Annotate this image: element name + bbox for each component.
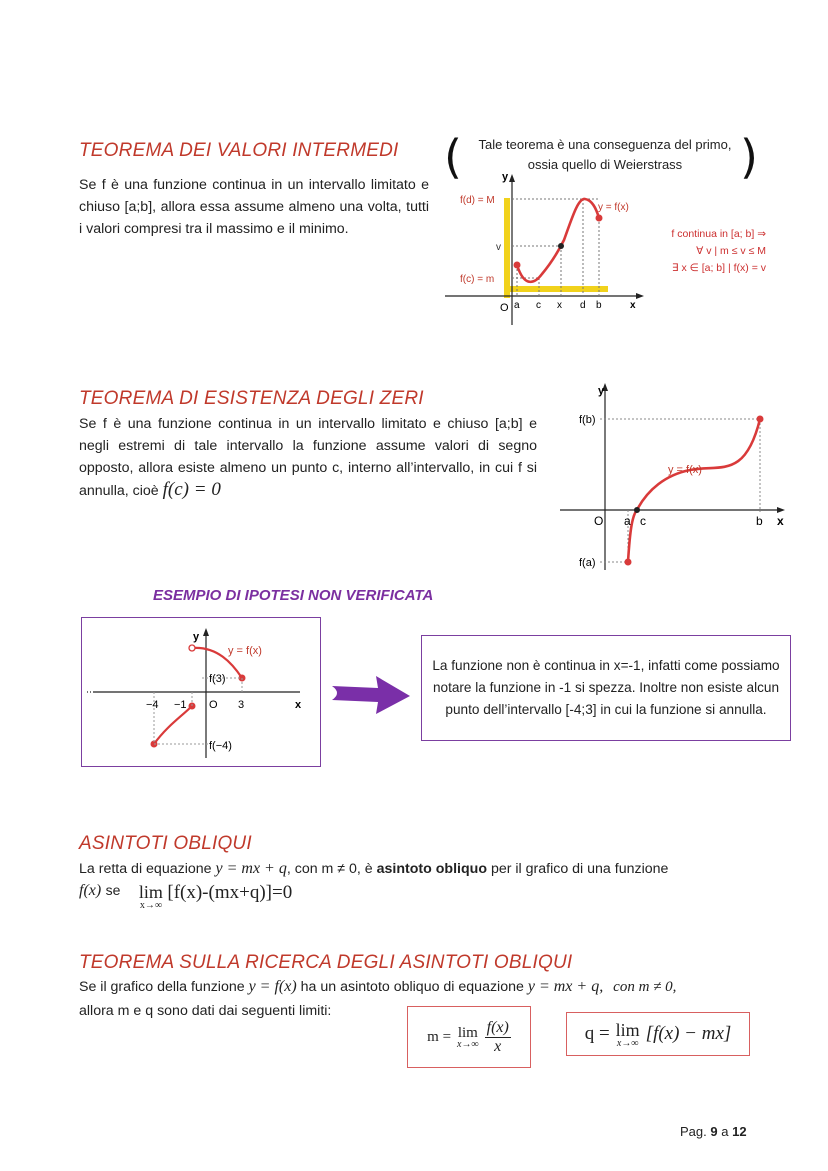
theorem-equation: y = mx + q, (527, 978, 604, 995)
endpoint-b (757, 416, 764, 423)
note-line-1: Tale teorema è una conseguenza del primo, (478, 137, 732, 152)
theorem-pre: Se il grafico della funzione (79, 979, 245, 995)
lim-under: x→∞ (139, 900, 162, 911)
f3-label: f(3) (209, 673, 226, 685)
q-limit (616, 1020, 640, 1049)
definition-pre: La retta di equazione (79, 861, 212, 877)
b-label: b (596, 300, 602, 311)
c-label: c (536, 300, 541, 311)
page-footer (680, 1124, 747, 1139)
intermediate-values-text: Se f è una funzione continua in un intervallo limitato e chiuso [a;b], allora essa assume almeno una volta, tutti i valori compresi tra il massimo e il minimo. (79, 177, 429, 237)
x-label: x (777, 514, 784, 528)
limit-expression: [f(x)-(mx+q)]=0 (167, 882, 293, 903)
page-number: 9 (710, 1124, 718, 1139)
open-point (189, 645, 195, 651)
oblique-definition (79, 858, 759, 880)
definition-condition: , con m ≠ 0, è (286, 861, 373, 877)
m-fraction (485, 1019, 511, 1056)
close-paren: ) (740, 130, 758, 184)
theorem-mid: ha un asintoto obliquo di equazione (300, 979, 524, 995)
q-lim-text: lim (615, 1019, 640, 1040)
y-label: y (193, 631, 200, 643)
d-label: d (580, 300, 586, 311)
x-axis-arrow (777, 507, 785, 513)
page-sep: a (721, 1124, 729, 1139)
example-explanation-box (421, 635, 791, 741)
section-title-zeros: TEOREMA DI ESISTENZA DEGLI ZERI (79, 388, 424, 409)
q-lhs: q = (584, 1023, 610, 1044)
q-formula-box (566, 1012, 750, 1056)
section-title-intermediate-values: TEOREMA DEI VALORI INTERMEDI (79, 140, 399, 161)
fc-label: f(c) = m (460, 274, 495, 285)
note-line-2: ossia quello di Weierstrass (527, 157, 683, 172)
condition-2: ∀ v | m ≤ v ≤ M (696, 245, 766, 257)
v-label: v (496, 242, 501, 253)
zeros-text (79, 413, 537, 502)
lim-text: lim (138, 882, 163, 902)
condition-1: f continua in [a; b] ⇒ (671, 228, 766, 240)
fb-label: f(b) (579, 414, 596, 426)
condition-3: ∃ x ∈ [a; b] | f(x) = v (671, 262, 766, 274)
weierstrass-note (460, 135, 750, 175)
m-limit (457, 1025, 479, 1050)
zeros-formula: f(c) = 0 (162, 479, 221, 500)
t3-label: 3 (238, 699, 245, 711)
curve-label: y = f(x) (668, 464, 702, 476)
q-lim-under: x→∞ (616, 1037, 639, 1049)
yellow-range-x (508, 286, 608, 292)
m-numerator: f(x) (486, 1018, 509, 1036)
theorem-function: y = f(x) (248, 978, 297, 995)
y-label: y (598, 385, 605, 397)
q-expression: [f(x) − mx] (645, 1023, 732, 1044)
zeros-graph (560, 380, 795, 575)
zero-point (634, 507, 640, 513)
b-label: b (756, 514, 763, 528)
example-title: ESEMPIO DI IPOTESI NON VERIFICATA (153, 587, 434, 604)
se-label: se (105, 882, 121, 898)
origin-label: O (500, 302, 509, 314)
arrow-shape (332, 676, 410, 714)
theorem-conditions (600, 226, 766, 277)
m-lim-text: lim (457, 1024, 478, 1041)
c-label: c (640, 514, 646, 528)
section-title-oblique-asymptotes: ASINTOTI OBLIQUI (79, 833, 252, 854)
xt-label: x (557, 300, 562, 311)
x-label: x (295, 699, 302, 711)
a-label: a (514, 300, 520, 311)
endpoint-a (514, 262, 521, 269)
section-title-asymptote-theorem: TEOREMA SULLA RICERCA DEGLI ASINTOTI OBLIQUI (79, 952, 573, 973)
minus1-label: −1 (174, 699, 187, 711)
point-xv (558, 243, 564, 249)
m-denominator: x (494, 1037, 502, 1055)
origin-label: O (209, 699, 218, 711)
definition-post: per il grafico di una funzione (490, 861, 669, 877)
y-axis-arrow (203, 628, 209, 636)
endpoint-a (625, 559, 632, 566)
m-formula-box (407, 1006, 531, 1068)
curve-label: y = f(x) (598, 202, 629, 213)
line-equation: y = mx + q (215, 860, 287, 877)
m-lim-under: x→∞ (457, 1038, 479, 1050)
left-branch (154, 706, 192, 744)
example-graph-box (81, 617, 321, 767)
origin-label: O (594, 514, 604, 528)
definition-bold: asintoto obliquo (376, 861, 487, 877)
arrow-icon (328, 670, 416, 720)
fm4-label: f(−4) (209, 740, 232, 752)
limit-operator (139, 882, 163, 911)
yellow-range-y (504, 198, 510, 298)
fd-label: f(d) = M (460, 195, 495, 206)
fa-label: f(a) (579, 557, 596, 569)
asymptote-theorem-line2: allora m e q sono dati dai seguenti limiti: (79, 1003, 332, 1019)
m-lhs: m = (427, 1028, 452, 1045)
y-axis-arrow (509, 174, 515, 182)
x-axis-arrow (636, 293, 644, 299)
open-paren: ( (444, 130, 462, 184)
zeros-text-body: Se f è una funzione continua in un intervallo limitato e chiuso [a;b] e negli estremi di tale intervallo la funzione assume valori di segno opposto, allora esiste almeno un punto c, interno all’intervallo, in cui f si annulla, cioè (79, 416, 537, 499)
function-curve (628, 419, 760, 562)
theorem-condition: con m ≠ 0, (613, 979, 677, 995)
asymptote-theorem-line1 (79, 976, 769, 998)
curve-label: y = f(x) (228, 645, 262, 657)
x-label: x (630, 300, 636, 311)
a-label: a (624, 514, 631, 528)
fx-label: f(x) (79, 882, 102, 899)
oblique-limit-line (79, 882, 292, 911)
page-prefix: Pag. (680, 1124, 707, 1139)
minus4-label: −4 (146, 699, 159, 711)
example-explanation: La funzione non è continua in x=-1, infatti come possiamo notare la funzione in -1 si spezza. Inoltre non esiste alcun punto dell’intervallo [-4;3] in cui la funzione si annulla. (432, 658, 780, 717)
endpoint-b (596, 215, 603, 222)
function-curve (517, 199, 599, 282)
y-label: y (502, 171, 509, 183)
example-graph (82, 618, 320, 766)
page-total: 12 (732, 1124, 747, 1139)
